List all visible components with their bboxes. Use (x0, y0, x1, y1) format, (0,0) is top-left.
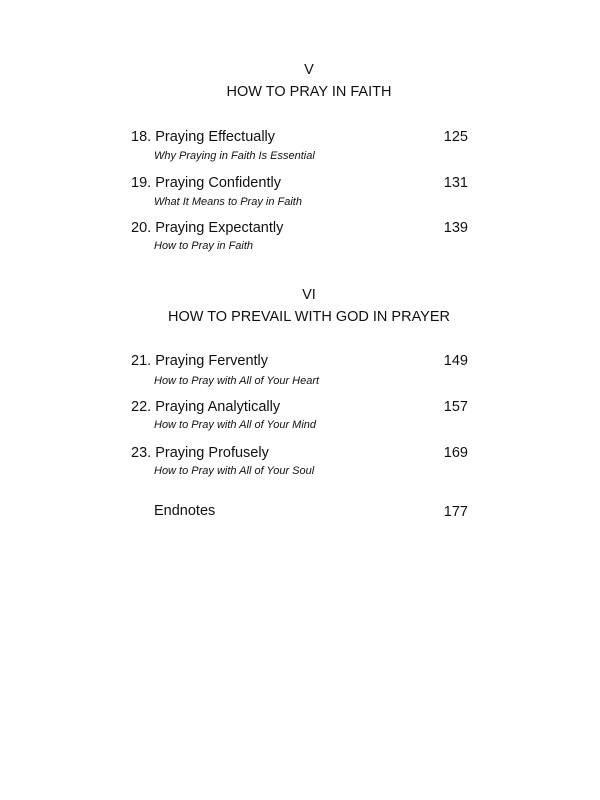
entry-subtitle: What It Means to Pray in Faith (154, 196, 302, 208)
entry-page-number: 131 (443, 175, 468, 191)
part-title: HOW TO PRAY IN FAITH (226, 84, 392, 100)
entry-page-number: 149 (443, 353, 468, 369)
part-numeral: VI (302, 287, 316, 303)
endnotes-title: Endnotes (154, 503, 216, 519)
entry-title: 18. Praying Effectually (131, 129, 276, 145)
part-numeral: V (304, 62, 314, 78)
entry-page-number: 125 (443, 129, 468, 145)
entry-subtitle: How to Pray with All of Your Heart (154, 375, 320, 387)
entry-title: 22. Praying Analytically (131, 399, 281, 415)
entry-subtitle: How to Pray with All of Your Soul (154, 465, 315, 477)
entry-title: 23. Praying Profusely (131, 445, 269, 461)
entry-subtitle: How to Pray in Faith (154, 240, 254, 252)
entry-page-number: 139 (443, 220, 468, 236)
entry-subtitle: How to Pray with All of Your Mind (154, 419, 317, 431)
entry-page-number: 157 (443, 399, 468, 415)
entry-page-number: 169 (443, 445, 468, 461)
entry-title: 21. Praying Fervently (131, 353, 269, 369)
entry-title: 19. Praying Confidently (131, 175, 281, 191)
entry-title: 20. Praying Expectantly (131, 220, 284, 236)
part-title: HOW TO PREVAIL WITH GOD IN PRAYER (168, 309, 450, 325)
entry-subtitle: Why Praying in Faith Is Essential (154, 150, 315, 162)
endnotes-page-number: 177 (443, 504, 468, 520)
